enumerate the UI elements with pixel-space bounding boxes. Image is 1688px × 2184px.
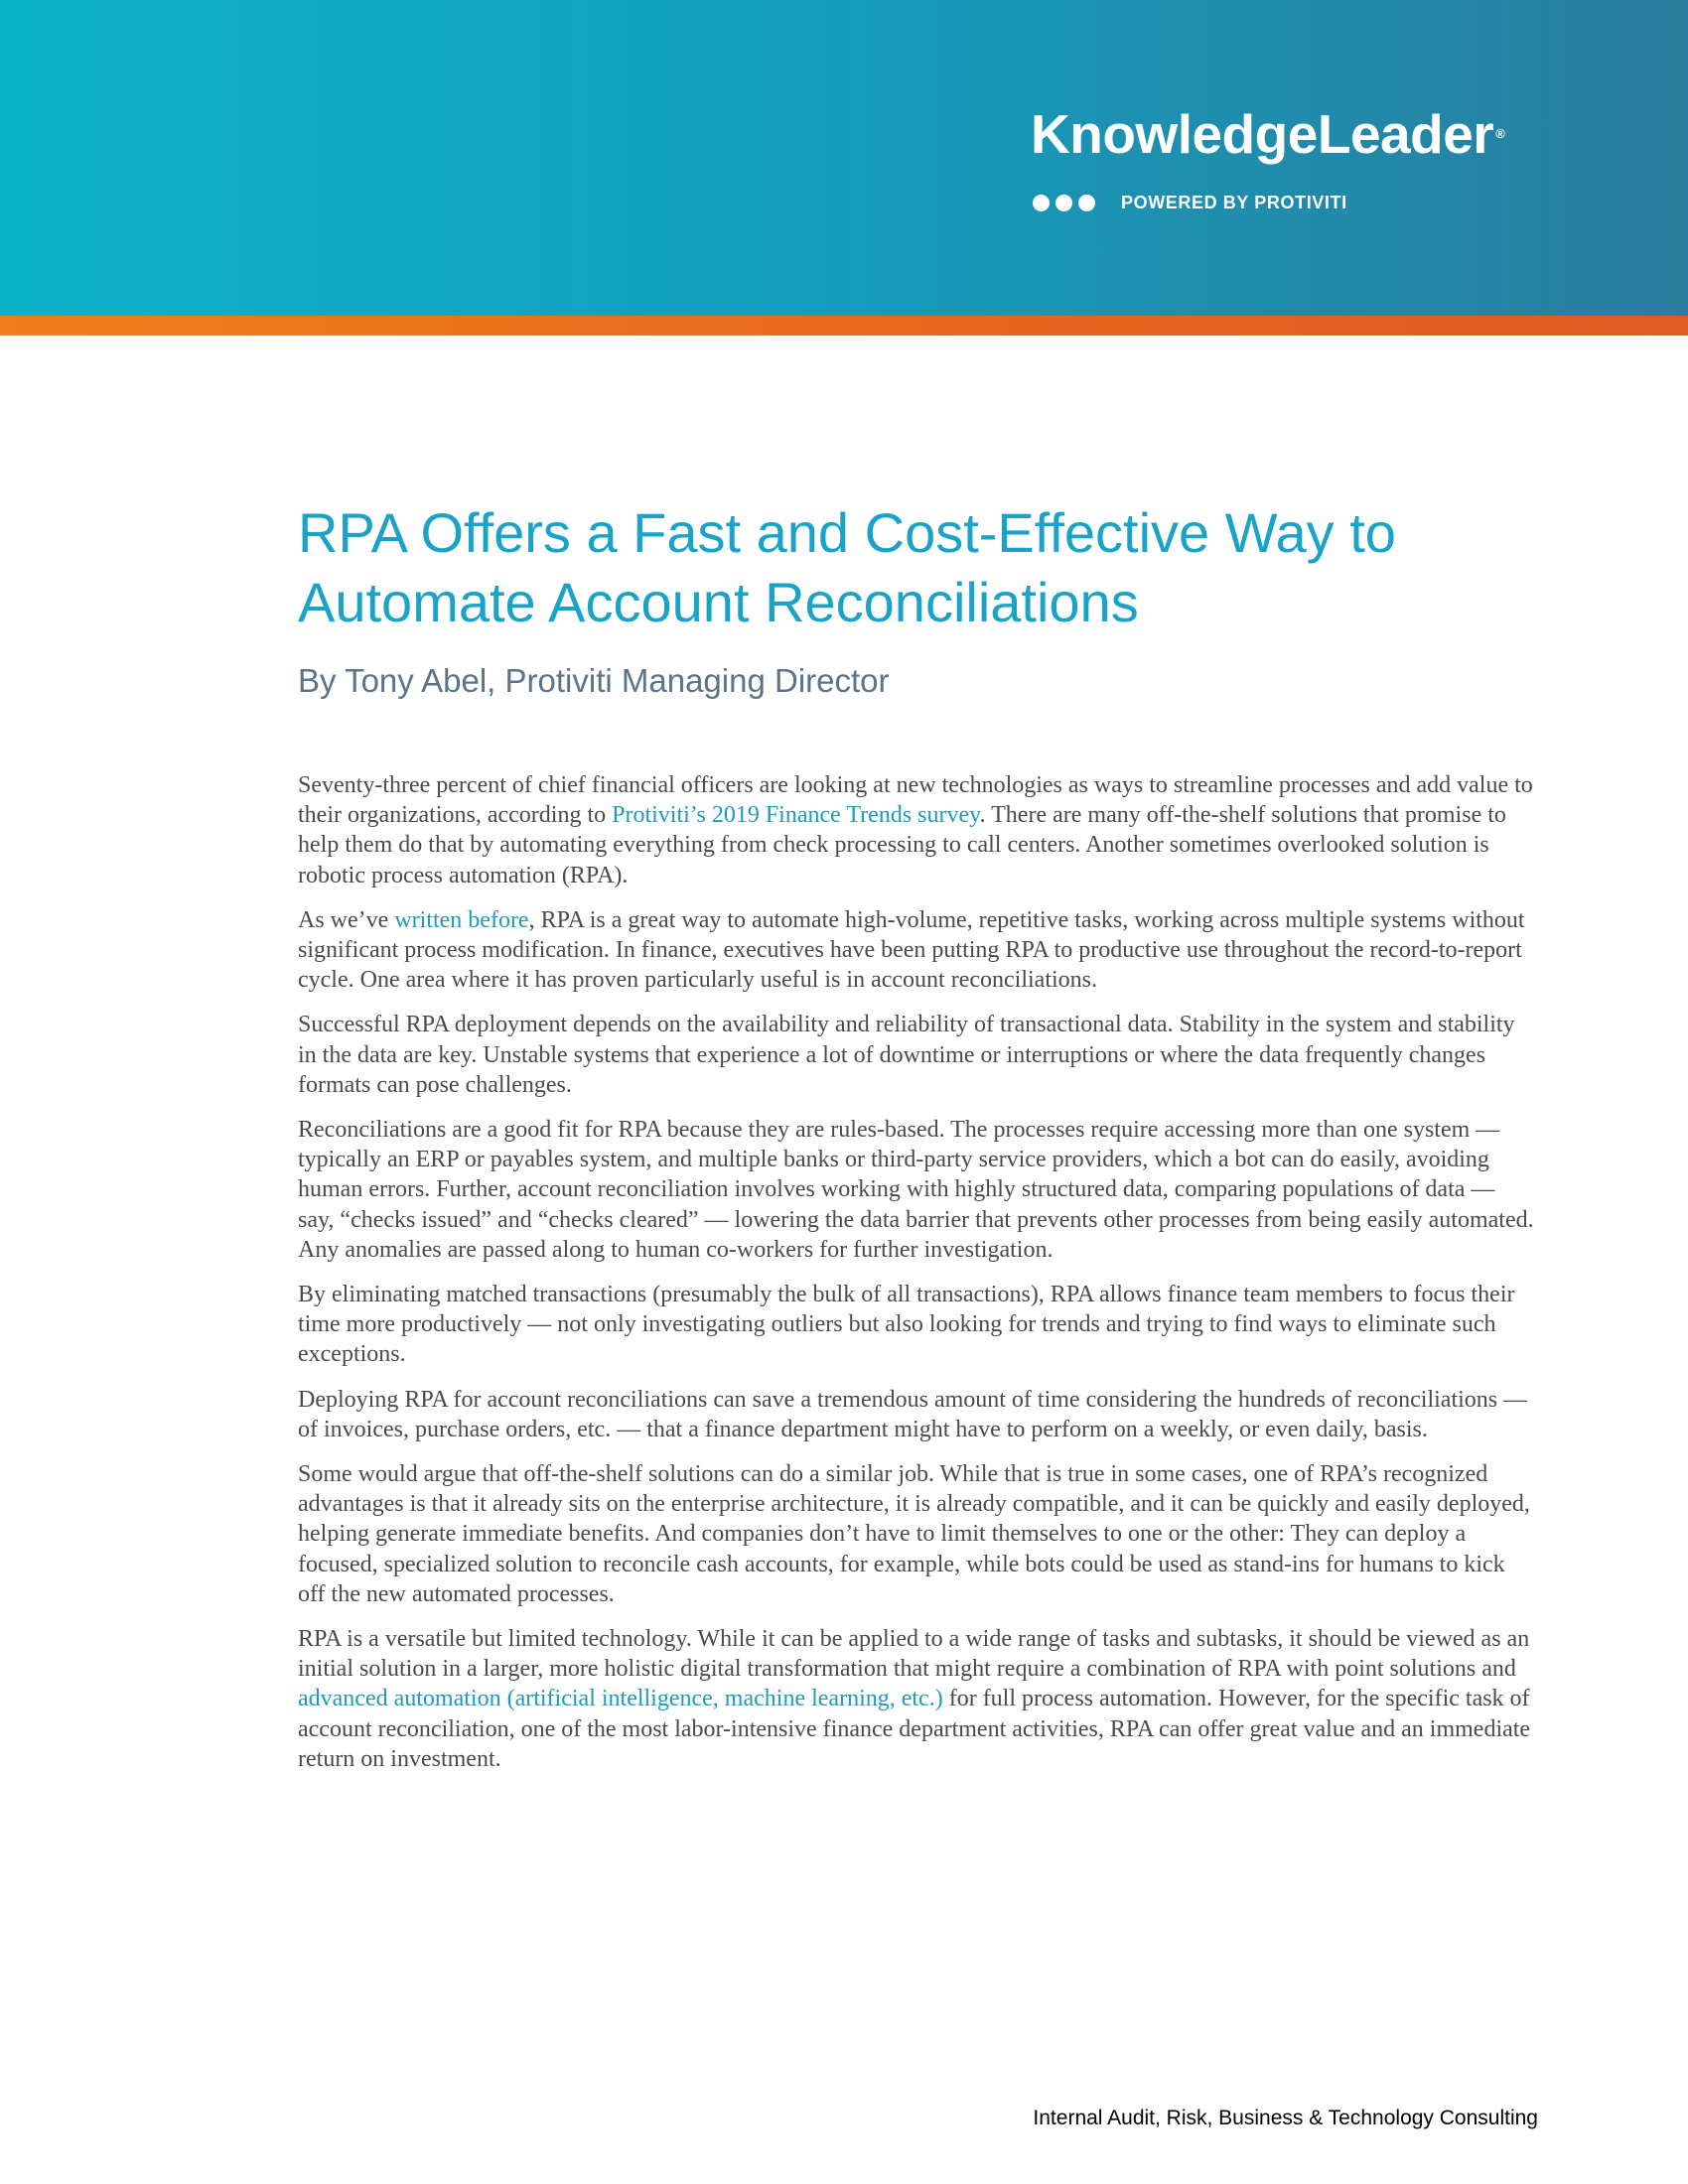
paragraph-text: Seventy-three percent of chief financial officers are looking at new technologies as ways to streamline processes and add value to their organizations, according to <box>298 772 1533 829</box>
paragraph-text: for full process automation. However, for the specific task of account reconciliation, one of the most labor-intensive finance department activities, RPA can offer great value and an immediate return on investment. <box>298 1686 1531 1772</box>
written-before-link[interactable]: written before <box>394 906 529 933</box>
paragraph-6: Deploying RPA for account reconciliations can save a tremendous amount of time considering the hundreds of reconciliations — of invoices, purchase orders, etc. — that a finance department might have to perform on a weekly, or even daily, basis. <box>298 1386 1528 1442</box>
dot-icon <box>1078 195 1095 211</box>
paragraph-5: By eliminating matched transactions (presumably the bulk of all transactions), RPA allows finance team members to focus their time more productively — not only investigating outliers but also looking for trends and trying to find ways to eliminate such exceptions. <box>298 1282 1515 1368</box>
article-body <box>298 770 1534 1789</box>
article-title <box>298 498 1589 637</box>
advanced-automation-link[interactable]: advanced automation (artificial intelligence, machine learning, etc.) <box>298 1686 943 1712</box>
paragraph-8 <box>298 1624 1534 1774</box>
registered-mark: ® <box>1495 126 1505 141</box>
accent-stripe <box>0 316 1688 336</box>
header-banner <box>0 0 1688 316</box>
dots-icon <box>1033 195 1095 211</box>
paragraph-3: Successful RPA deployment depends on the availability and reliability of transactional data. Stability in the system and stability in the data are key. Unstable systems that experience a lot of downtime or interruptions or where the data frequently changes formats can pose challenges. <box>298 1012 1515 1098</box>
paragraph-text: , RPA is a great way to automate high-volume, repetitive tasks, working across multiple systems without significant process modification. In finance, executives have been putting RPA to productive use throughout the record-to-report cycle. One area where it has proven particularly useful is in account reconciliations. <box>298 906 1525 994</box>
finance-trends-survey-link[interactable]: Protiviti’s 2019 Finance Trends survey <box>612 802 980 829</box>
paragraph-text: . There are many off-the-shelf solutions that promise to help them do that by automating everything from check processing to call centers. Another sometimes overlooked solution is robotic process automation (RPA). <box>298 802 1506 888</box>
footer-text: Internal Audit, Risk, Business & Technology Consulting <box>1033 2107 1538 2129</box>
brand-logo <box>1031 103 1505 165</box>
tagline: POWERED BY PROTIVITI <box>1121 193 1347 212</box>
paragraph-text: As we’ve <box>298 906 395 933</box>
dot-icon <box>1033 195 1050 211</box>
dot-icon <box>1055 195 1072 211</box>
paragraph-7: Some would argue that off-the-shelf solutions can do a similar job. While that is true in some cases, one of RPA’s recognized advantages is that it already sits on the enterprise architecture, it is already compatible, and it can be quickly and easily deployed, helping generate immediate benefits. And companies don’t have to limit themselves to one or the other: They can deploy a focused, specialized solution to reconcile cash accounts, for example, while bots could be used as stand-ins for humans to kick off the new automated processes. <box>298 1461 1530 1607</box>
paragraph-4: Reconciliations are a good fit for RPA because they are rules-based. The processes require accessing more than one system — typically an ERP or payables system, and multiple banks or third-party service providers, which a bot can do easily, avoiding human errors. Further, account reconciliation involves working with highly structured data, comparing populations of data — say, “checks issued” and “checks cleared” — lowering the data barrier that prevents other processes from being easily automated. Any anomalies are passed along to human co-workers for further investigation. <box>298 1117 1534 1263</box>
paragraph-text: RPA is a versatile but limited technology. While it can be applied to a wide range of tasks and subtasks, it should be viewed as an initial solution in a larger, more holistic digital transformation that might require a combination of RPA with point solutions and <box>298 1626 1530 1683</box>
paragraph-1 <box>298 770 1534 890</box>
title-line-1: RPA Offers a Fast and Cost-Effective Way to <box>298 501 1396 564</box>
byline: By Tony Abel, Protiviti Managing Director <box>298 662 890 699</box>
brand-name: KnowledgeLeader <box>1031 103 1494 165</box>
title-line-2: Automate Account Reconciliations <box>298 571 1139 633</box>
paragraph-2 <box>298 905 1534 996</box>
